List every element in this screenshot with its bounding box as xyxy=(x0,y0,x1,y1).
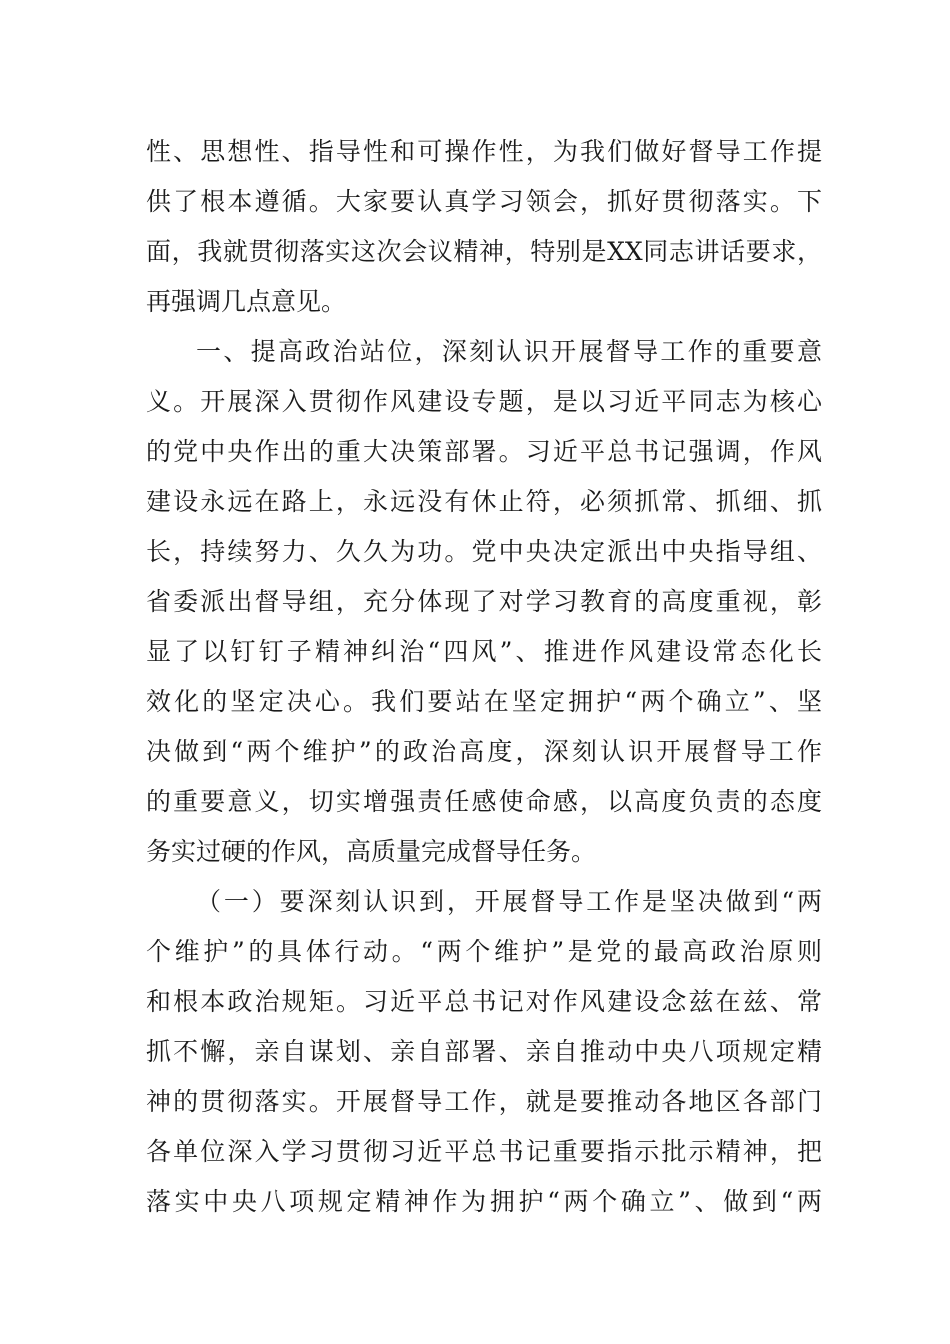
text-line-11: 显了以钉钉子精神纠治“四风”、推进作风建设常态化长 xyxy=(146,637,822,666)
text-line-19: 抓不懈，亲自谋划、亲自部署、亲自推动中央八项规定精 xyxy=(146,1037,822,1066)
text-line-21: 各单位深入学习贯彻习近平总书记重要指示批示精神，把 xyxy=(146,1137,822,1166)
text-line-12: 效化的坚定决心。我们要站在坚定拥护“两个确立”、坚 xyxy=(146,687,822,716)
subsection-heading-1: （一）要深刻认识到，开展督导工作是坚决做到“两 xyxy=(196,887,822,916)
text-line-14: 的重要意义，切实增强责任感使命感，以高度负责的态度 xyxy=(146,787,822,816)
text-line-18: 和根本政治规矩。习近平总书记对作风建设念兹在兹、常 xyxy=(146,987,822,1016)
text-line-22: 落实中央八项规定精神作为拥护“两个确立”、做到“两 xyxy=(146,1187,822,1216)
text-line-6: 义。开展深入贯彻作风建设专题，是以习近平同志为核心 xyxy=(146,387,822,416)
text-line-9: 长，持续努力、久久为功。党中央决定派出中央指导组、 xyxy=(146,537,822,566)
text-line-2: 供了根本遵循。大家要认真学习领会，抓好贯彻落实。下 xyxy=(146,187,822,216)
text-line-7: 的党中央作出的重大决策部署。习近平总书记强调，作风 xyxy=(146,437,822,466)
text-line-1: 性、思想性、指导性和可操作性，为我们做好督导工作提 xyxy=(146,137,822,166)
text-line-8: 建设永远在路上，永远没有休止符，必须抓常、抓细、抓 xyxy=(146,487,822,516)
text-line-17: 个维护”的具体行动。“两个维护”是党的最高政治原则 xyxy=(146,937,822,966)
text-line-4: 再强调几点意见。 xyxy=(146,287,347,316)
text-line-20: 神的贯彻落实。开展督导工作，就是要推动各地区各部门 xyxy=(146,1087,822,1116)
text-line-15: 务实过硬的作风，高质量完成督导任务。 xyxy=(146,837,597,866)
text-line-3: 面，我就贯彻落实这次会议精神，特别是XX同志讲话要求， xyxy=(146,237,822,266)
section-heading-1: 一、提高政治站位，深刻认识开展督导工作的重要意 xyxy=(196,337,822,366)
text-line-13: 决做到“两个维护”的政治高度，深刻认识开展督导工作 xyxy=(146,737,822,766)
text-line-10: 省委派出督导组，充分体现了对学习教育的高度重视，彰 xyxy=(146,587,822,616)
